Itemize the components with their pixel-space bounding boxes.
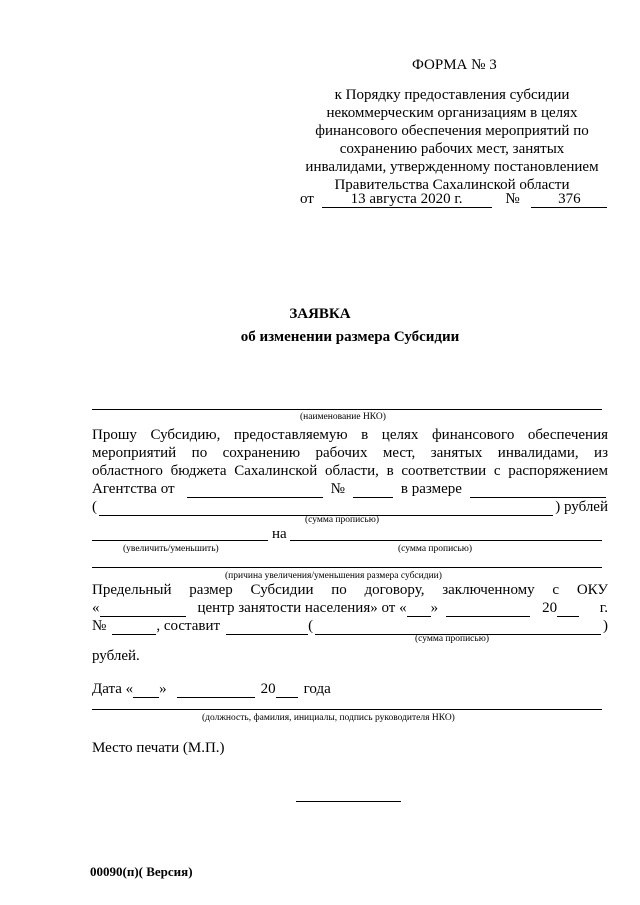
contract-row	[92, 599, 608, 617]
resolution-number: 376	[531, 192, 607, 208]
agency-from-label: Агентства от	[92, 481, 175, 497]
change-caption: (увеличить/уменьшить)	[123, 544, 219, 554]
contract-sum-row	[92, 617, 608, 635]
paragraph-line: мероприятий по сохранению рабочих мест, занятых инвалидами, из	[92, 445, 608, 461]
request-paragraph	[92, 426, 608, 480]
contract-center-field[interactable]	[100, 604, 186, 617]
order-reference-line: некоммерческим организациям в целях	[326, 105, 578, 121]
center-label: центр занятости населения» от «	[197, 600, 407, 616]
sostavit-label: , составит	[156, 618, 221, 634]
contract-number-field[interactable]	[112, 622, 156, 635]
rubles-label: рублей.	[92, 648, 140, 664]
quote-close: »	[430, 600, 439, 616]
form-label: ФОРМА № 3	[412, 57, 497, 73]
date-label: Дата «	[92, 681, 134, 697]
limit-amount-field[interactable]	[226, 622, 308, 635]
date-year-prefix: 20	[260, 681, 276, 697]
agency-amount-field[interactable]	[470, 485, 606, 498]
nko-name-line[interactable]	[92, 409, 602, 410]
change-sum-field[interactable]	[290, 540, 602, 541]
order-reference-line: инвалидами, утвержденному постановлением	[305, 159, 599, 175]
order-reference-line: Правительства Сахалинской области	[334, 177, 570, 193]
sum-caption: (сумма прописью)	[398, 544, 472, 554]
date-close: »	[159, 681, 167, 697]
paren-close: )	[603, 618, 608, 634]
quote-open: «	[92, 600, 100, 616]
limit-paragraph-line: Предельный размер Субсидии по договору, заключенному с ОКУ	[92, 582, 608, 598]
paren-open: (	[92, 499, 97, 515]
resolution-date: 13 августа 2020 г.	[322, 192, 492, 208]
year-prefix: 20	[542, 600, 558, 616]
year-suffix: г.	[599, 600, 608, 616]
agency-number-field[interactable]	[353, 485, 393, 498]
reason-field[interactable]	[92, 567, 602, 568]
signature-field[interactable]	[92, 709, 602, 710]
sum-caption: (сумма прописью)	[305, 515, 379, 525]
contract-year-field[interactable]	[557, 604, 579, 617]
rubles-close: ) рублей	[555, 499, 608, 515]
change-direction-field[interactable]	[92, 540, 268, 541]
contract-day-field[interactable]	[407, 604, 431, 617]
date-prefix: от	[300, 191, 314, 207]
document-subtitle: об изменении размера Субсидии	[240, 329, 460, 345]
stamp-label: Место печати (М.П.)	[92, 740, 225, 756]
version-footer: 00090(п)( Версия)	[90, 864, 193, 879]
paren-open: (	[308, 618, 314, 634]
contract-month-field[interactable]	[446, 604, 530, 617]
paragraph-line: Прошу Субсидию, предоставляемую в целях финансового обеспечения	[92, 427, 608, 443]
paragraph-line: областного бюджета Сахалинской области, в соответствии с распоряжением	[92, 463, 608, 479]
date-year-field[interactable]	[276, 685, 298, 698]
agency-amount-label: в размере	[400, 481, 462, 497]
date-month-field[interactable]	[177, 685, 255, 698]
contract-number-label: №	[92, 618, 107, 634]
stamp-line	[296, 801, 401, 802]
order-reference-line: финансового обеспечения мероприятий по	[315, 123, 589, 139]
agency-number-label: №	[330, 481, 345, 497]
date-row	[92, 680, 331, 698]
number-sign: №	[505, 191, 520, 207]
sum-words-row	[92, 498, 608, 516]
order-reference-line: сохранению рабочих мест, занятых	[339, 141, 565, 157]
order-reference-line: к Порядку предоставления субсидии	[334, 87, 570, 103]
agency-date-field[interactable]	[187, 485, 323, 498]
reason-caption: (причина увеличения/уменьшения размера субсидии)	[225, 571, 442, 581]
sum-caption: (сумма прописью)	[415, 634, 489, 644]
nko-caption: (наименование НКО)	[300, 412, 386, 422]
document-title: ЗАЯВКА	[289, 306, 351, 322]
na-label: на	[272, 526, 287, 542]
signature-caption: (должность, фамилия, инициалы, подпись руководителя НКО)	[202, 713, 455, 723]
resolution-date-row	[300, 191, 607, 208]
date-day-field[interactable]	[133, 685, 159, 698]
order-reference	[296, 86, 608, 194]
agency-row	[92, 480, 608, 498]
date-goda: года	[303, 681, 331, 697]
